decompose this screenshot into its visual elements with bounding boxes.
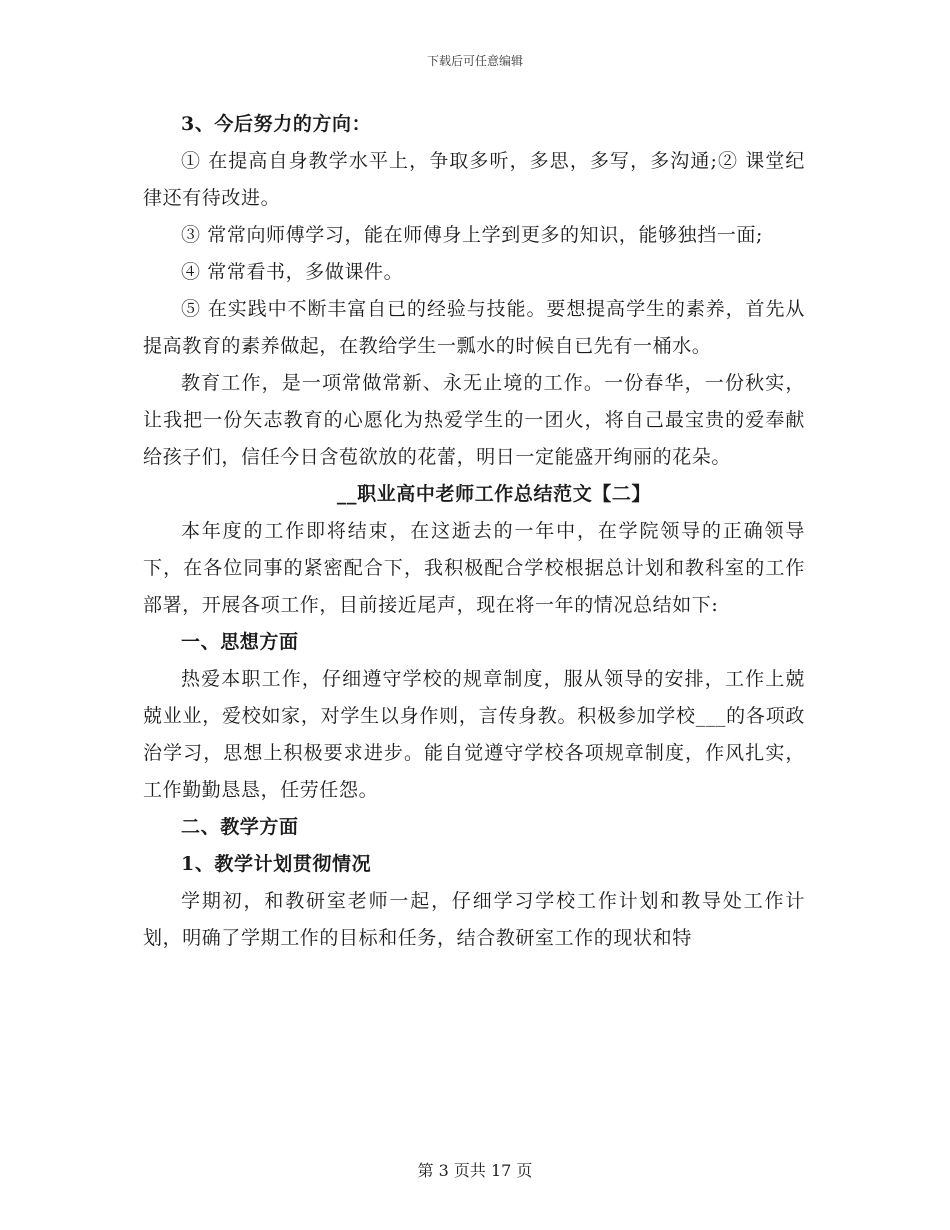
heading-future-direction: 3、今后努力的方向：	[181, 113, 372, 135]
paragraph-item-1: ① 在提高自身教学水平上，争取多听，多思，多写，多沟通;② 课堂纪律还有待改进。	[143, 150, 805, 209]
header-note: 下载后可任意编辑	[426, 54, 523, 68]
paragraph-item-4: ④ 常常看书，多做课件。	[181, 261, 404, 283]
paragraph-closing: 教育工作，是一项常做常新、永无止境的工作。一份春华，一份秋实，让我把一份矢志教育的心愿化为热爱学生的一团火，将自己最宝贵的爱奉献给孩子们，信任今日含苞欲放的花蕾，明日一定能盛开绚丽的花朵。	[143, 372, 805, 468]
heading-teaching: 二、教学方面	[181, 816, 299, 838]
document-body	[143, 106, 805, 957]
heading-thought: 一、思想方面	[181, 631, 299, 653]
heading-teaching-plan: 1、教学计划贯彻情况	[181, 853, 372, 875]
paragraph-item-5: ⑤ 在实践中不断丰富自已的经验与技能。要想提高学生的素养，首先从提高教育的素养做起，在教给学生一瓢水的时候自已先有一桶水。	[143, 298, 805, 357]
page-footer: 第 3 页共 17 页	[417, 1161, 533, 1180]
paragraph-item-3: ③ 常常向师傅学习，能在师傅身上学到更多的知识，能够独挡一面;	[181, 224, 764, 246]
paragraph-intro: 本年度的工作即将结束，在这逝去的一年中，在学院领导的正确领导下，在各位同事的紧密配合下，我积极配合学校根据总计划和教科室的工作部署，开展各项工作，目前接近尾声，现在将一年的情况总结如下:	[143, 520, 805, 616]
section-title: __职业高中老师工作总结范文【二】	[336, 483, 652, 505]
paragraph-thought: 热爱本职工作，仔细遵守学校的规章制度，服从领导的安排，工作上兢兢业业，爱校如家，对学生以身作则，言传身教。积极参加学校___的各项政治学习，思想上积极要求进步。能自觉遵守学校各项规章制度，作风扎实，工作勤勤恳恳，任劳任怨。	[143, 668, 805, 801]
paragraph-plan: 学期初，和教研室老师一起，仔细学习学校工作计划和教导处工作计划，明确了学期工作的目标和任务，结合教研室工作的现状和特	[143, 890, 805, 949]
